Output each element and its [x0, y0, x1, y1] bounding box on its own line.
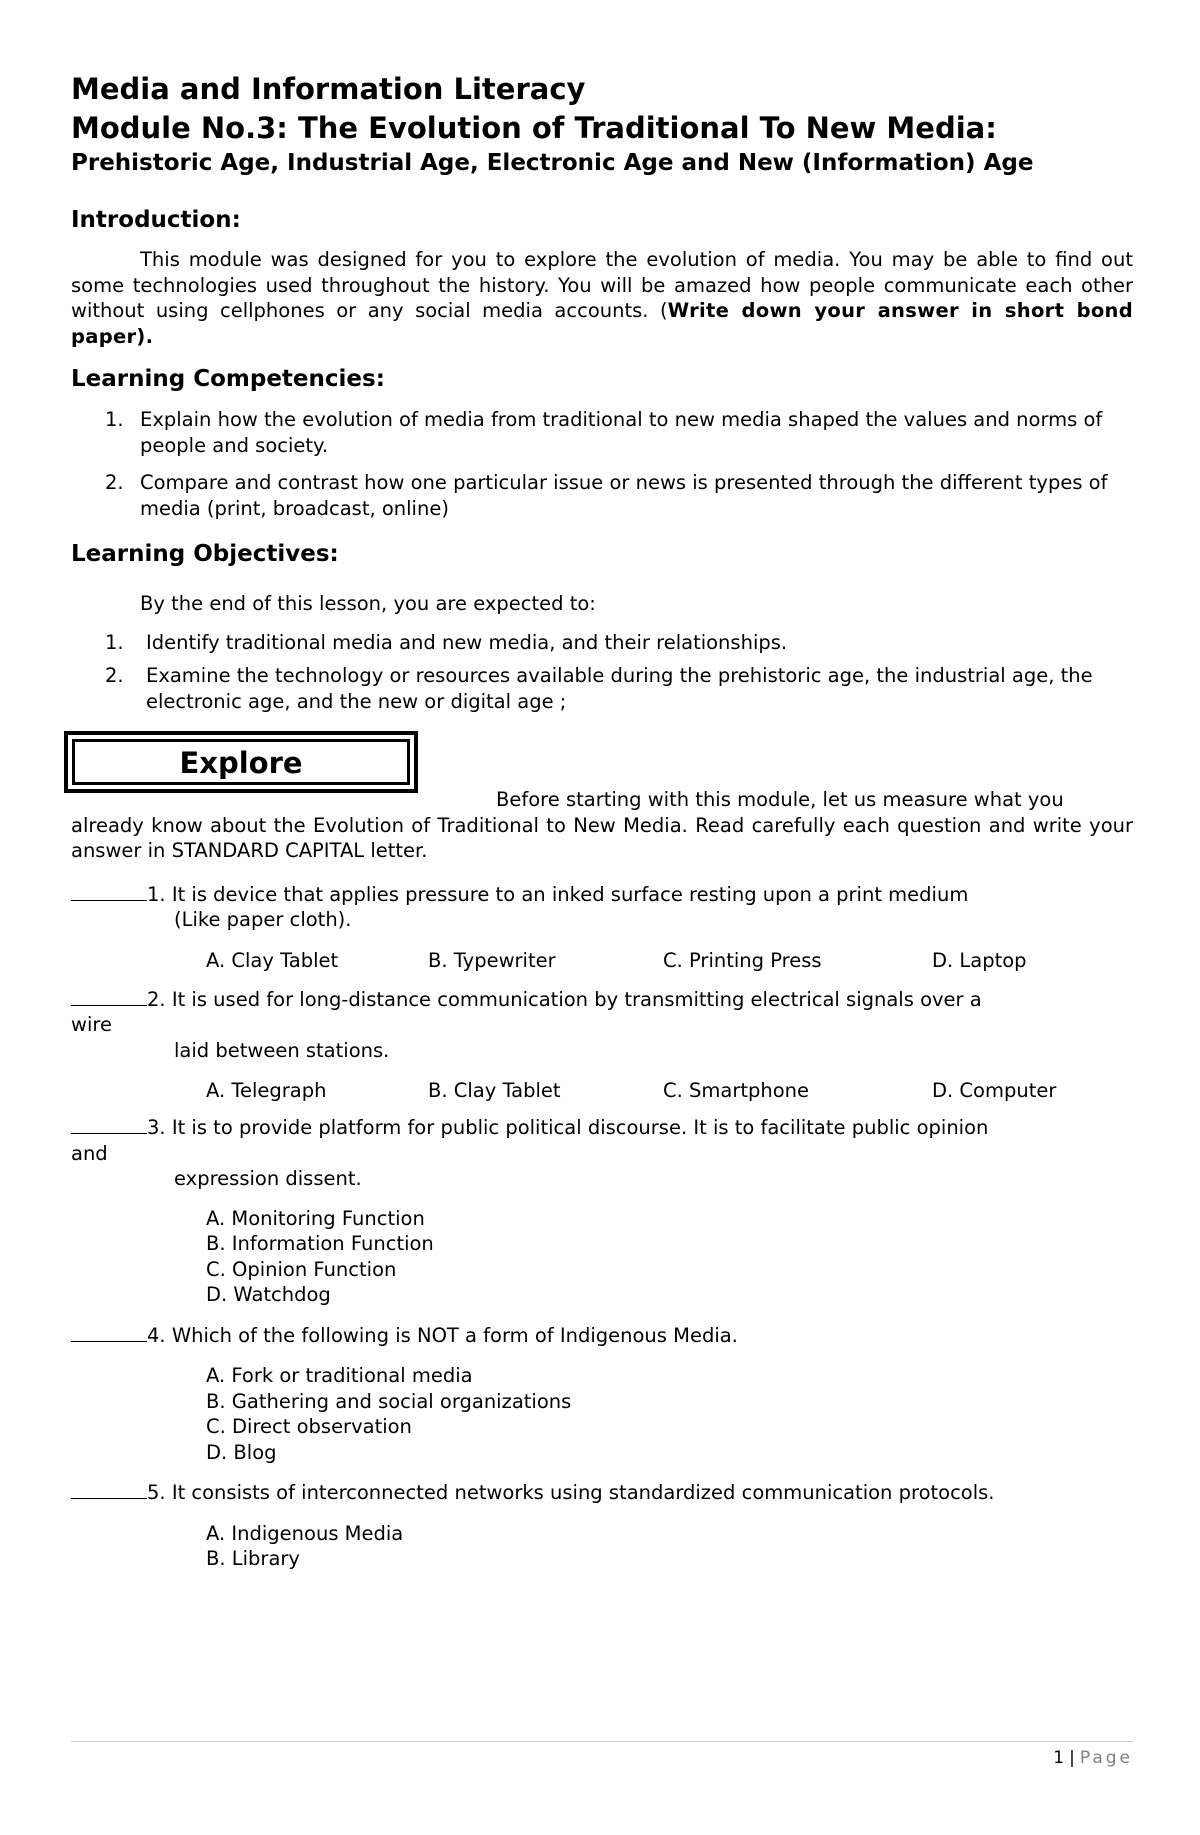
page-label: Page [1079, 1748, 1133, 1768]
module-subtitle: Prehistoric Age, Industrial Age, Electronic Age and New (Information) Age [71, 150, 1034, 176]
question-continuation: (Like paper cloth). [174, 908, 352, 931]
objective-number: 2. [105, 664, 124, 687]
choice-b: B. Gathering and social organizations [206, 1389, 572, 1413]
objectives-lead: By the end of this lesson, you are expected to: [140, 592, 596, 615]
explore-box [64, 731, 418, 793]
choice-b: B. Information Function [206, 1232, 434, 1255]
answer-blank[interactable] [71, 882, 147, 901]
question-line [71, 882, 1133, 908]
objective-item [71, 630, 1133, 656]
answer-blank[interactable] [71, 1323, 147, 1342]
choice-a: A. Indigenous Media [206, 1521, 404, 1545]
choice-d: D. Computer [932, 1079, 1057, 1102]
choice-c: C. Opinion Function [206, 1257, 397, 1281]
question-number: 2. [147, 987, 166, 1011]
choice-b: B. Typewriter [428, 948, 556, 972]
competency-item [71, 407, 1133, 458]
choice-a: A. Fork or traditional media [206, 1364, 473, 1387]
objective-item [71, 663, 1133, 714]
competency-number: 2. [105, 471, 124, 494]
choice-c: C. Smartphone [663, 1079, 810, 1102]
question-number: 4. [147, 1323, 166, 1347]
objectives-heading: Learning Objectives: [71, 541, 339, 567]
subject-title: Media and Information Literacy [71, 72, 586, 106]
choice-a: A. Telegraph [206, 1079, 327, 1102]
question-3 [71, 1115, 1133, 1308]
competencies-heading: Learning Competencies: [71, 366, 385, 392]
competency-text: Explain how the evolution of media from traditional to new media shaped the values and norms of people and society. [140, 408, 1103, 457]
choice-a: A. Monitoring Function [206, 1206, 425, 1230]
explore-title: Explore [72, 739, 410, 785]
answer-blank[interactable] [71, 1115, 147, 1134]
question-overflow: and [71, 1141, 108, 1165]
question-number: 1. [147, 882, 166, 906]
question-line [71, 987, 1133, 1013]
question-text: It is to provide platform for public political discourse. It is to facilitate public opinion [171, 1116, 989, 1139]
introduction-heading: Introduction: [71, 207, 241, 233]
introduction-body: This module was designed for you to explore the evolution of media. You may be able to find out some technologies used throughout the history. You will be amazed how people communicate each other without using cellphones or any social media accounts. ( [71, 248, 1133, 322]
competency-text: Compare and contrast how one particular issue or news is presented through the different types of media (print, broadcast, online) [140, 471, 1108, 520]
objective-number: 1. [105, 630, 124, 654]
question-4 [71, 1323, 1133, 1466]
objective-text: Examine the technology or resources available during the prehistoric age, the industrial age, the electronic age, and the new or digital age ; [146, 664, 1093, 713]
page-number: 1 [1053, 1748, 1065, 1768]
competency-item [71, 470, 1133, 521]
choice-d: D. Watchdog [206, 1283, 331, 1306]
question-1 [71, 882, 1133, 974]
choice-c: C. Direct observation [206, 1415, 412, 1438]
choices-row [71, 1078, 1133, 1104]
answer-blank[interactable] [71, 987, 147, 1006]
module-page [71, 70, 1133, 1572]
question-2 [71, 987, 1133, 1105]
question-text: It is used for long-distance communication by transmitting electrical signals over a [171, 987, 982, 1011]
choice-c: C. Printing Press [663, 948, 822, 972]
question-line [71, 1480, 1133, 1506]
explore-header [71, 731, 1133, 795]
explore-intro-rest: already know about the Evolution of Traditional to New Media. Read carefully each question and write your answer in STANDARD CAPITAL letter. [71, 813, 1133, 862]
question-line [71, 1323, 1133, 1349]
introduction-instruction: Write down your answer in short bond paper). [71, 299, 1133, 348]
introduction-text [71, 247, 1133, 349]
question-text: Which of the following is NOT a form of Indigenous Media. [171, 1323, 738, 1347]
question-5 [71, 1480, 1133, 1572]
question-text: It is device that applies pressure to an inked surface resting upon a print medium [171, 882, 969, 906]
competency-number: 1. [105, 408, 124, 431]
question-text: It consists of interconnected networks using standardized communication protocols. [171, 1481, 995, 1504]
choice-a: A. Clay Tablet [206, 948, 339, 972]
question-number: 5. [147, 1481, 166, 1504]
choices-row [71, 948, 1133, 974]
question-continuation: expression dissent. [174, 1167, 362, 1190]
choice-d: D. Laptop [932, 948, 1027, 972]
footer-separator: | [1069, 1748, 1075, 1768]
objective-text: Identify traditional media and new media, and their relationships. [146, 630, 788, 654]
question-number: 3. [147, 1116, 166, 1139]
answer-blank[interactable] [71, 1480, 147, 1499]
module-title: Module No.3: The Evolution of Traditional To New Media: [71, 111, 997, 145]
choice-d: D. Blog [206, 1440, 277, 1464]
footer-divider [71, 1741, 1133, 1742]
choice-b: B. Library [206, 1547, 300, 1570]
page-footer [1053, 1746, 1133, 1770]
question-continuation: laid between stations. [174, 1038, 390, 1062]
question-line [71, 1115, 1133, 1141]
choice-b: B. Clay Tablet [428, 1079, 561, 1102]
question-overflow: wire [71, 1013, 112, 1036]
explore-intro-first: Before starting with this module, let us measure what you [496, 788, 1064, 811]
